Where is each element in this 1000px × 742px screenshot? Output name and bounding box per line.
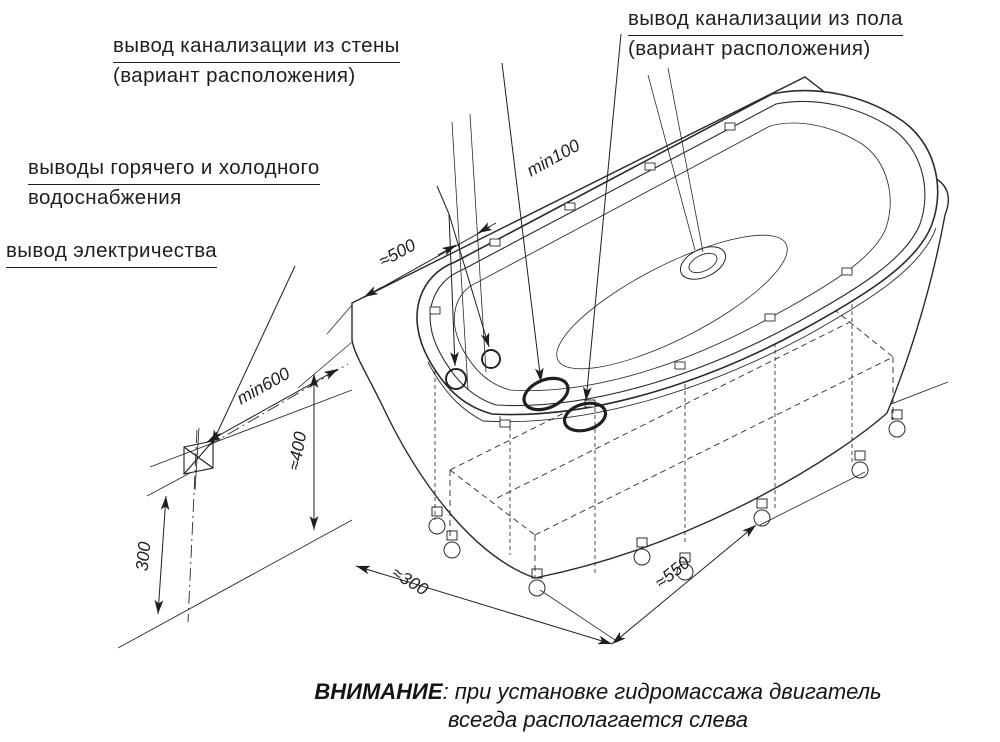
wall-axis-dashdot bbox=[188, 364, 348, 622]
label-water-supply-line2: водоснабжения bbox=[28, 186, 182, 209]
attention-caption bbox=[98, 678, 1000, 734]
dim-min100: min100 bbox=[523, 135, 584, 181]
dim-min600: min600 bbox=[233, 363, 294, 409]
attention-caption-emphasis: ВНИМАНИЕ bbox=[314, 679, 443, 704]
label-electricity bbox=[6, 238, 217, 268]
label-wall-drain bbox=[113, 33, 400, 89]
label-water-supply-line1: выводы горячего и холодного bbox=[28, 155, 320, 185]
dim-300-wall-line bbox=[158, 496, 166, 614]
label-floor-drain-line1: вывод канализации из пола bbox=[628, 6, 903, 36]
dim-400: ≈400 bbox=[283, 430, 311, 472]
attention-caption-line1 bbox=[98, 678, 1000, 706]
dim-300-wall: 300 bbox=[131, 540, 155, 572]
attention-caption-line2: всегда располагается слева bbox=[448, 707, 748, 732]
label-water-supply bbox=[28, 155, 320, 211]
attention-caption-rest: : при установке гидромассажа двигатель bbox=[442, 679, 882, 704]
dim-550: ≈550 bbox=[650, 552, 694, 593]
label-wall-drain-line2: (вариант расположения) bbox=[113, 64, 356, 87]
dim-300-floor: ≈300 bbox=[388, 562, 432, 600]
electric-outlet-symbol bbox=[184, 428, 213, 490]
label-wall-drain-line1: вывод канализации из стены bbox=[113, 33, 400, 63]
dim-500: ≈500 bbox=[375, 234, 419, 271]
label-electricity-text: вывод электричества bbox=[6, 238, 217, 268]
label-floor-drain bbox=[628, 6, 903, 62]
leader-electricity bbox=[212, 266, 295, 444]
label-floor-drain-line2: (вариант расположения) bbox=[628, 37, 871, 60]
